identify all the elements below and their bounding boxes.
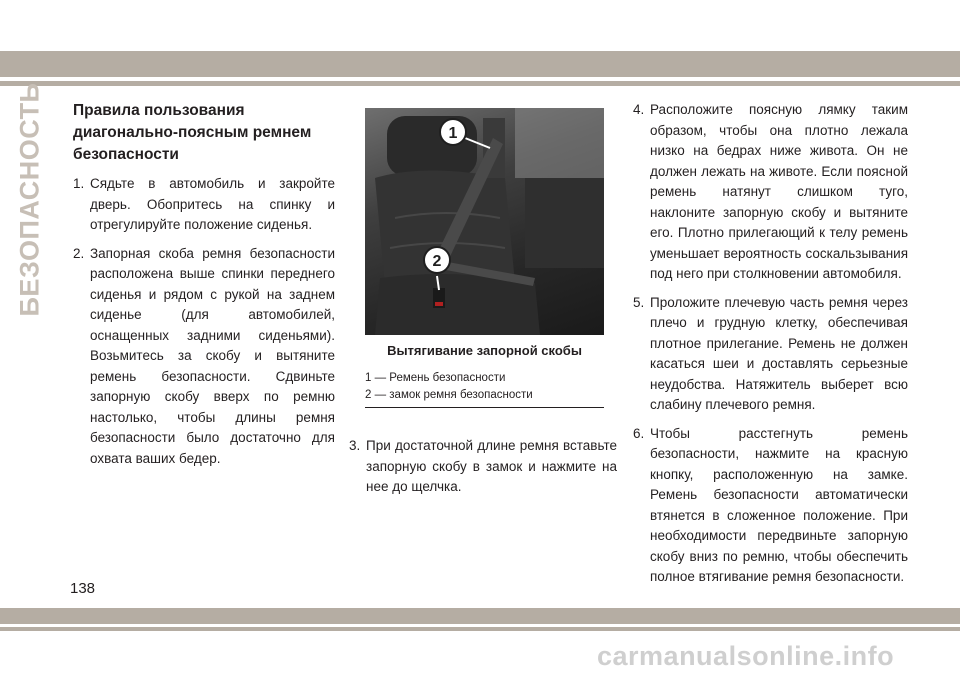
list-item — [633, 100, 908, 285]
list-item-text: Запорная скоба ремня безопасности расположена выше спинки переднего сиденья и рядом с рукой на заднем сиденье (для автомобилей, оснащенных задними сиденьями). Возьмитесь за скобу и вытяните ремень безопасности. Сдвиньте запорную скобу вверх по ремню настолько, чтобы длины ремня безопасности было достаточно для охвата ваших бедер. — [90, 245, 335, 466]
seatbelt-photo — [365, 108, 604, 335]
list-item — [73, 244, 335, 470]
footer-band — [0, 608, 960, 624]
list-item-text: Проложите плечевую часть ремня через плечо и грудную клетку, обеспечивая плотное прилегание. Ремень не должен касаться шеи и доставлять серьезные неудобства. Натяжитель выберет всю слабину плечевого ремня. — [650, 294, 908, 412]
list-item-number: 6. — [633, 425, 645, 441]
figure-legend — [365, 370, 604, 404]
list-item — [633, 293, 908, 416]
callout-number: 2 — [432, 253, 442, 270]
legend-item: 1 — Ремень безопасности — [365, 372, 506, 384]
list-item-text: Сядьте в автомобиль и закройте дверь. Обопритесь на спинку и отрегулируйте положение сиденья. — [90, 176, 335, 232]
list-item — [633, 424, 908, 588]
callout-number: 1 — [448, 125, 458, 142]
figure-caption: Вытягивание запорной скобы — [387, 343, 582, 358]
list-item — [349, 436, 617, 498]
section-heading: Правила пользования диагонально-поясным ремнем безопасности — [73, 102, 312, 163]
watermark: carmanualsonline.info — [597, 641, 895, 671]
list-item-number: 3. — [349, 438, 361, 453]
list-item-text: Чтобы расстегнуть ремень безопасности, нажмите на красную кнопку, расположенную на замке. Ремень безопасности автоматически втянется в сложенное положение. При необходимости передвиньте запорную скобу вниз по ремню, чтобы обеспечить полное втягивание ремня безопасности. — [650, 425, 908, 584]
list-item-number: 1. — [73, 176, 85, 191]
header-band — [0, 51, 960, 77]
list-item — [73, 174, 335, 236]
list-item-text: Расположите поясную лямку таким образом, чтобы она плотно лежала низко на бедрах ниже живота. Он не должен лежать на животе. Если поясной ремень натянут слишком туго, наклоните запорную скобу и вытяните его. Плотно прилегающий к телу ремень уменьшает вероятность соскальзывания под него при столкновении автомобиля. — [650, 102, 908, 281]
list-item-number: 4. — [633, 102, 645, 117]
seatbelt-photo-illustration — [365, 108, 604, 335]
legend-item: 2 — замок ремня безопасности — [365, 389, 533, 401]
middle-column — [349, 436, 617, 506]
header-rule — [0, 81, 960, 86]
right-column — [633, 100, 908, 596]
section-side-tab-label: БЕЗОПАСНОСТЬ — [14, 82, 45, 316]
page-number: 138 — [70, 580, 96, 597]
footer-rule — [0, 627, 960, 631]
list-item-number: 5. — [633, 294, 645, 310]
list-item-text: При достаточной длине ремня вставьте запорную скобу в замок и нажмите на нее до щелчка. — [366, 438, 617, 494]
left-column — [73, 100, 335, 477]
section-side-tab — [10, 82, 50, 316]
list-item-number: 2. — [73, 245, 85, 261]
legend-rule — [365, 407, 604, 408]
